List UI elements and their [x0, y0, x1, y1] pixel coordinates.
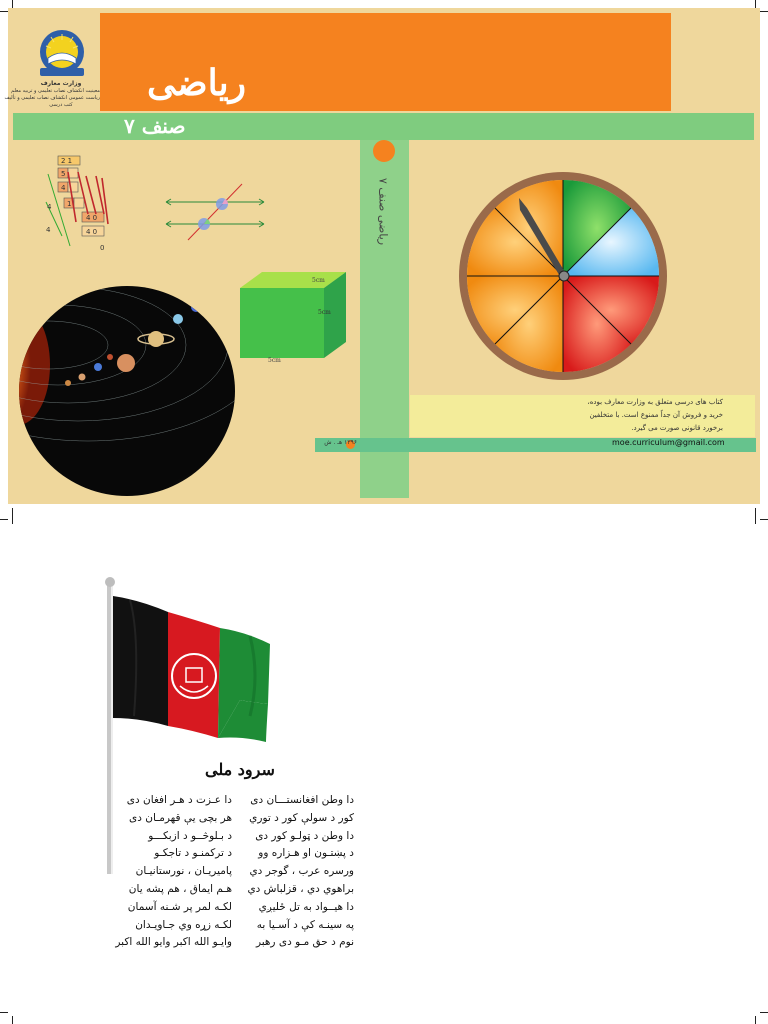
ministry-line-3: کتب درسی [49, 102, 73, 108]
anthem-line: نوم د حق مـو دی رهبر [255, 936, 354, 949]
anthem-line: پامیریـان ، نورستانیـان [135, 865, 232, 878]
contact-email[interactable]: moe.curriculum@gmail.com [612, 438, 725, 447]
svg-text:4: 4 [61, 184, 66, 192]
notice-line-3: برخورد قانونی صورت می گیرد. [631, 424, 723, 432]
anthem-line: د بـلوڅــو د ازبکـــو [148, 829, 232, 842]
ministry-line-2: ریاست عمومی انکشاف نصاب تعلیمی و تألیف [4, 95, 100, 101]
spine-title: ریاضی صنف ۷ [376, 177, 390, 246]
solar-system-image [18, 285, 236, 497]
anthem-line: دا وطن د ټولـو کور دی [255, 829, 354, 842]
book-title: ریاضی [147, 62, 246, 104]
anthem-title: سرود ملی [205, 760, 275, 779]
ministry-emblem-icon [34, 28, 90, 80]
spine-dot [373, 140, 395, 162]
spinner-wheel-figure [457, 170, 669, 382]
svg-text:2 1: 2 1 [61, 157, 73, 165]
cube-label-top: 5cm [312, 277, 325, 284]
ministry-name: وزارت معارف [40, 80, 82, 87]
ministry-line-1: معینیت انکشاف نصاب تعلیمی و تربیه معلم [11, 88, 100, 94]
anthem-line: دا هیــواد به تل ځلیږي [258, 900, 354, 913]
grade-label: صنف ۷ [124, 114, 186, 138]
publication-year: ۱۳۹۶ هـ . ش [324, 439, 357, 446]
anthem-left-column [102, 792, 232, 952]
anthem-line: براهوي دي ، قزلباش دي [247, 882, 354, 895]
anthem-right-column [224, 792, 354, 952]
svg-text:4 0: 4 0 [86, 214, 98, 222]
cube-label-side: 5cm [318, 309, 331, 316]
anthem-line: وایـو الله اکبر وایو الله اکبر [115, 936, 232, 949]
cube-figure [240, 270, 352, 362]
anthem-line: لکـه لمر پر شـنه آسمان [127, 900, 232, 913]
anthem-line: لکـه زړه وي جـاویـدان [135, 918, 232, 931]
anthem-line: د پښتـون او هـزاره وو [258, 847, 354, 860]
svg-text:4: 4 [47, 203, 52, 211]
svg-text:4: 4 [46, 226, 51, 234]
anthem-line: په سینـه کې د آسـیا به [256, 918, 354, 931]
lattice-multiplication-figure [42, 152, 122, 252]
svg-text:5: 5 [61, 170, 66, 178]
parallel-lines-figure [160, 180, 270, 240]
anthem-line: دا عـزت د هـر افغان دی [126, 794, 232, 806]
anthem-line: ورسره عرب ، گوجر دي [249, 865, 354, 878]
anthem-line: کور د سولې کور د توري [249, 811, 354, 824]
notice-line-1: کتاب های درسی متعلق به وزارت معارف بوده، [587, 398, 723, 406]
anthem-line: هـم ایماق ، هم پشه یان [128, 882, 232, 895]
anthem-line: هر بچی یې قهرمـان دی [129, 811, 232, 824]
svg-text:1: 1 [67, 200, 72, 208]
anthem-line: د ترکمنـو د تاجکـو [154, 847, 232, 860]
notice-line-2: خرید و فروش آن جداً ممنوع است. با متخلفین [589, 411, 723, 419]
cube-label-bottom: 5cm [268, 357, 281, 364]
svg-text:0: 0 [100, 244, 105, 252]
anthem-line: دا وطن افغانستـــان دی [250, 794, 354, 806]
svg-text:4 0: 4 0 [86, 228, 98, 236]
